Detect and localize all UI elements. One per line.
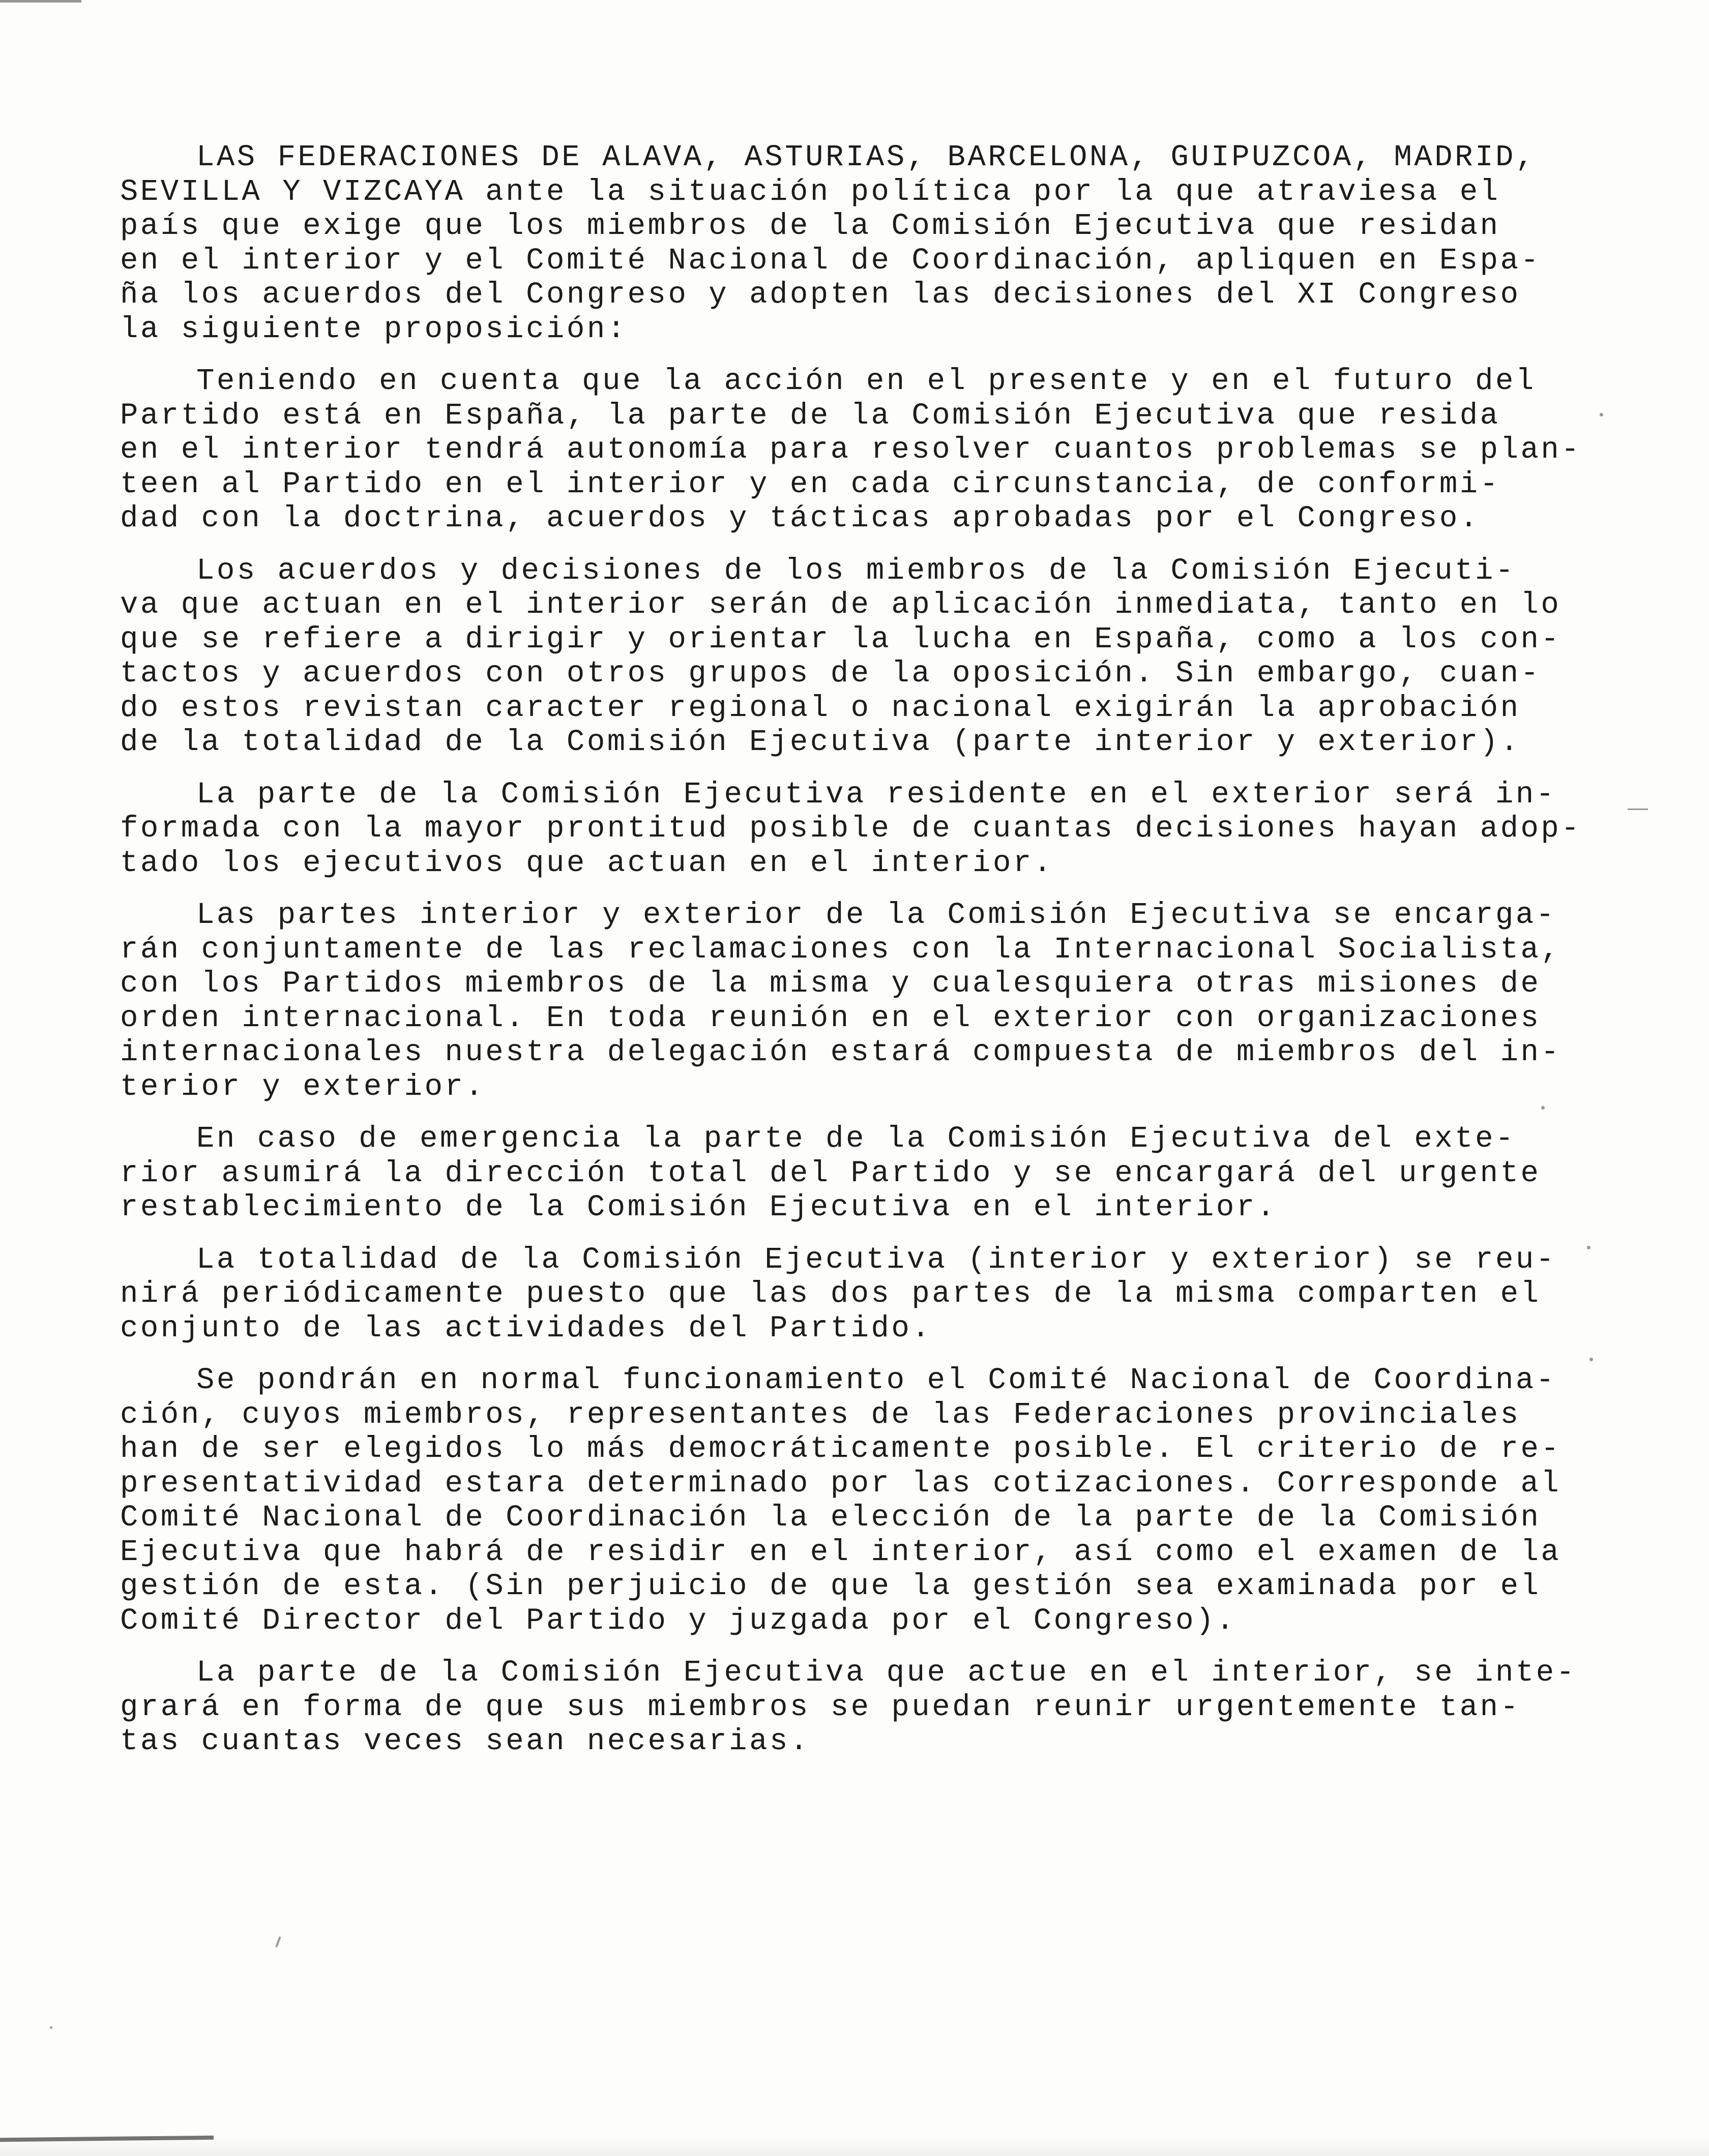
paragraph xyxy=(120,777,1595,881)
text-line: presentatividad estara determinado por las cotizaciones. Corresponde al xyxy=(120,1466,1561,1501)
text-line: tado los ejecutivos que actuan en el interior. xyxy=(120,846,1054,880)
paragraph xyxy=(120,140,1595,346)
text-line: han de ser elegidos lo más democráticamente posible. El criterio de re- xyxy=(120,1432,1561,1466)
text-line: dad con la doctrina, acuerdos y tácticas aprobadas por el Congreso. xyxy=(120,501,1480,535)
paragraph xyxy=(120,1656,1595,1759)
scan-speck xyxy=(275,1936,281,1948)
scan-speck xyxy=(1587,1246,1590,1249)
text-line: La parte de la Comisión Ejecutiva residente en el exterior será in- xyxy=(196,777,1556,812)
text-line: que se refiere a dirigir y orientar la lucha en España, como a los con- xyxy=(120,622,1561,656)
text-line: SEVILLA Y VIZCAYA ante la situación política por la que atraviesa el xyxy=(120,174,1500,209)
text-line: de la totalidad de la Comisión Ejecutiva (parte interior y exterior). xyxy=(120,725,1521,759)
text-line: en el interior tendrá autonomía para resolver cuantos problemas se plan- xyxy=(120,433,1582,467)
text-line: con los Partidos miembros de la misma y cualesquiera otras misiones de xyxy=(120,967,1541,1001)
text-line: rán conjuntamente de las reclamaciones con la Internacional Socialista, xyxy=(120,932,1561,967)
text-line: Teniendo en cuenta que la acción en el presente y en el futuro del xyxy=(196,364,1536,398)
text-line: Comité Director del Partido y juzgada por el Congreso). xyxy=(120,1603,1236,1638)
text-line: Las partes interior y exterior de la Comisión Ejecutiva se encarga- xyxy=(196,898,1556,932)
text-line: La totalidad de la Comisión Ejecutiva (interior y exterior) se reu- xyxy=(196,1242,1556,1277)
text-line: tas cuantas veces sean necesarias. xyxy=(120,1724,810,1758)
text-line: Se pondrán en normal funcionamiento el Comité Nacional de Coordina- xyxy=(196,1363,1556,1397)
scan-speck xyxy=(1600,413,1603,416)
text-line: país que exige que los miembros de la Comisión Ejecutiva que residan xyxy=(120,209,1500,243)
text-line: ña los acuerdos del Congreso y adopten las decisiones del XI Congreso xyxy=(120,278,1521,312)
text-line: do estos revistan caracter regional o nacional exigirán la aprobación xyxy=(120,691,1521,725)
scan-edge-shadow xyxy=(0,2136,1709,2156)
text-line: conjunto de las actividades del Partido. xyxy=(120,1311,932,1345)
scan-edge-mark xyxy=(0,0,81,3)
text-line: Partido está en España, la parte de la Comisión Ejecutiva que resida xyxy=(120,398,1500,433)
text-line: Ejecutiva que habrá de residir en el interior, así como el examen de la xyxy=(120,1535,1561,1569)
text-line: grará en forma de que sus miembros se puedan reunir urgentemente tan- xyxy=(120,1690,1521,1724)
paragraph xyxy=(120,1363,1595,1638)
text-line: restablecimiento de la Comisión Ejecutiva en el interior. xyxy=(120,1190,1277,1224)
paragraph xyxy=(120,554,1595,760)
text-line: orden internacional. En toda reunión en el exterior con organizaciones xyxy=(120,1001,1541,1035)
document-body xyxy=(120,140,1595,1777)
scan-speck xyxy=(1628,809,1648,810)
text-line: Comité Nacional de Coordinación la elección de la parte de la Comisión xyxy=(120,1501,1541,1535)
text-line: gestión de esta. (Sin perjuicio de que la gestión sea examinada por el xyxy=(120,1569,1541,1603)
text-line: en el interior y el Comité Nacional de Coordinación, apliquen en Espa- xyxy=(120,243,1541,278)
text-line: la siguiente proposición: xyxy=(120,312,628,346)
text-line: En caso de emergencia la parte de la Comisión Ejecutiva del exte- xyxy=(196,1122,1516,1156)
text-line: rior asumirá la dirección total del Partido y se encargará del urgente xyxy=(120,1156,1541,1190)
text-line: terior y exterior. xyxy=(120,1069,486,1104)
scan-speck xyxy=(1541,1106,1545,1110)
text-line: va que actuan en el interior serán de aplicación inmediata, tanto en lo xyxy=(120,588,1561,622)
text-line: ción, cuyos miembros, representantes de las Federaciones provinciales xyxy=(120,1397,1521,1432)
scan-speck xyxy=(50,2026,52,2029)
text-line: teen al Partido en el interior y en cada circunstancia, de conformi- xyxy=(120,467,1500,501)
text-line: Los acuerdos y decisiones de los miembros de la Comisión Ejecuti- xyxy=(196,553,1516,588)
text-line: LAS FEDERACIONES DE ALAVA, ASTURIAS, BARCELONA, GUIPUZCOA, MADRID, xyxy=(196,140,1536,174)
text-line: formada con la mayor prontitud posible de cuantas decisiones hayan adop- xyxy=(120,812,1582,846)
paragraph xyxy=(120,364,1595,536)
paragraph xyxy=(120,1243,1595,1346)
paragraph xyxy=(120,1122,1595,1225)
text-line: tactos y acuerdos con otros grupos de la oposición. Sin embargo, cuan- xyxy=(120,656,1541,691)
paragraph xyxy=(120,898,1595,1104)
scan-speck xyxy=(1589,1358,1593,1361)
text-line: La parte de la Comisión Ejecutiva que actue en el interior, se inte- xyxy=(196,1656,1577,1690)
text-line: nirá periódicamente puesto que las dos partes de la misma comparten el xyxy=(120,1277,1541,1311)
text-line: internacionales nuestra delegación estará compuesta de miembros del in- xyxy=(120,1035,1561,1069)
